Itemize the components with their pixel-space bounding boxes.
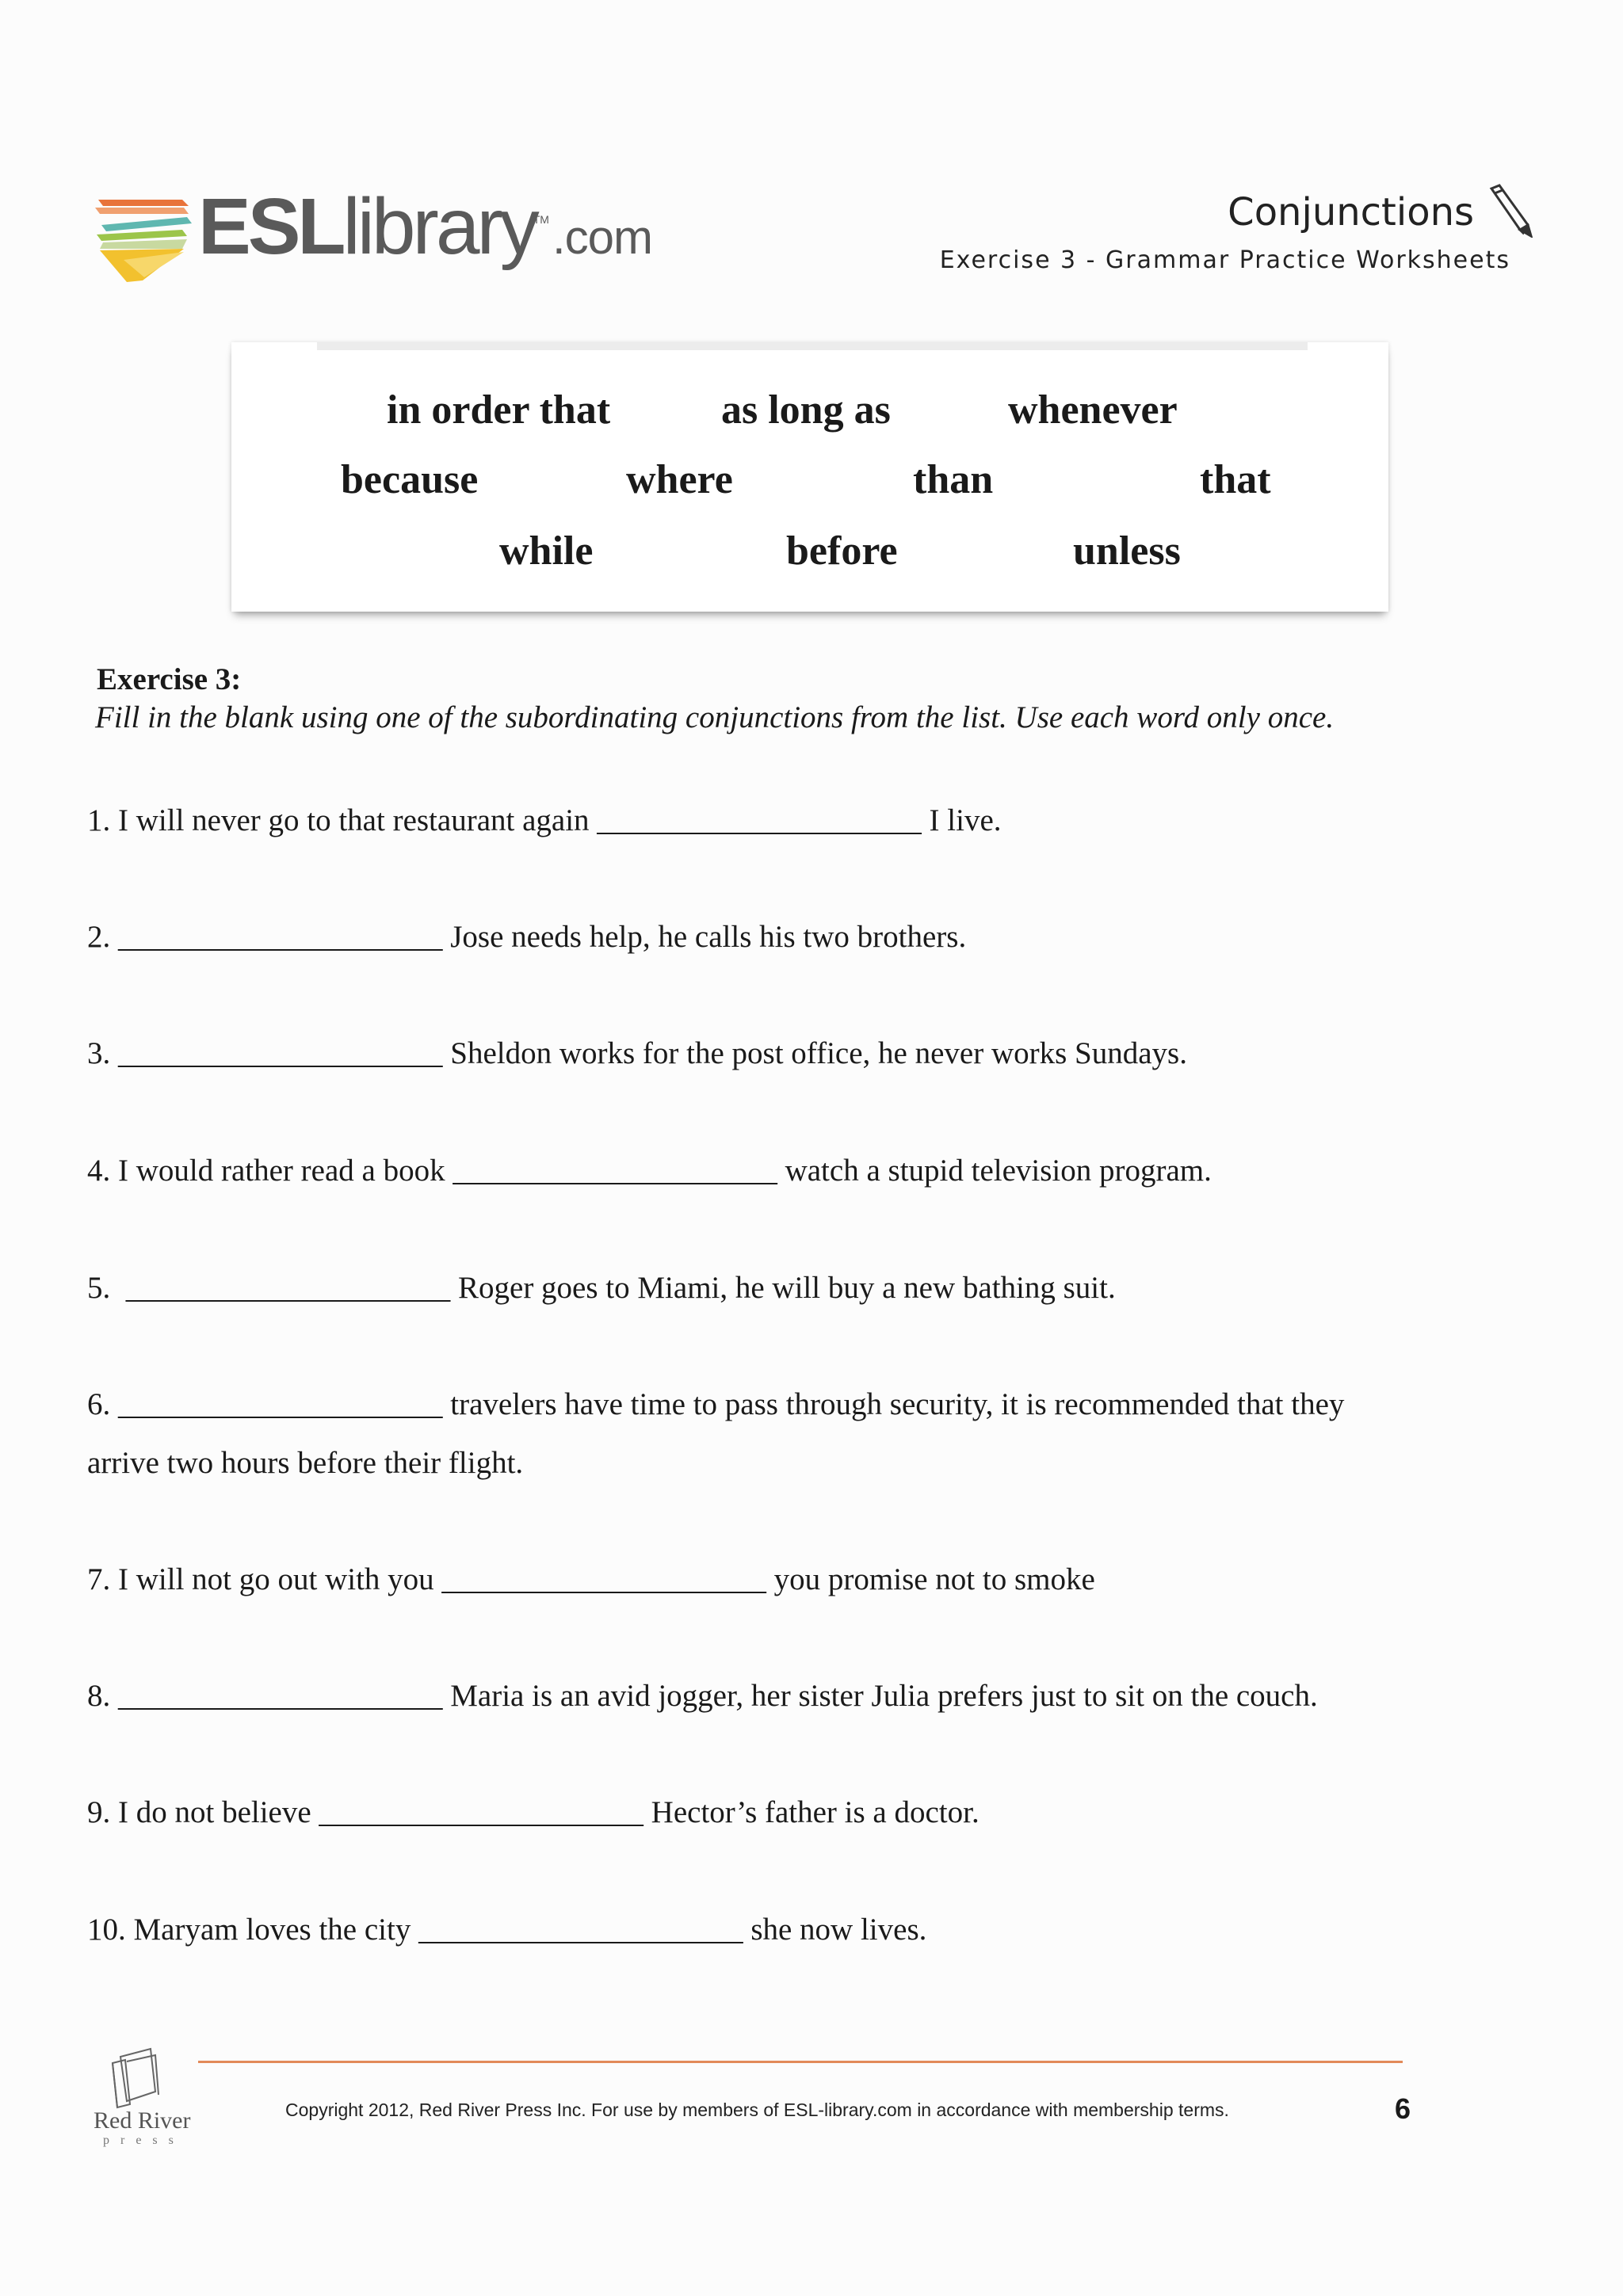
word-bank-item: where [626, 457, 733, 502]
word-bank-item: because [341, 457, 479, 502]
word-bank-item: that [1200, 457, 1271, 502]
copyright-text: Copyright 2012, Red River Press Inc. For use by members of ESL-library.com in accordance with membership terms. [285, 2100, 1229, 2120]
footer-divider [198, 2061, 1403, 2063]
page-number: 6 [1395, 2092, 1411, 2125]
question-6: 6. _____________________ travelers have time to pass through security, it is recommended that they [87, 1387, 1345, 1421]
word-bank-item: whenever [1008, 387, 1178, 433]
word-bank-item: in order that [387, 387, 611, 433]
word-bank-item: before [786, 528, 898, 574]
question-1: 1. I will never go to that restaurant again _____________________ I live. [87, 803, 1002, 837]
publisher-press: press [103, 2134, 185, 2147]
question-9: 9. I do not believe _____________________ Hector’s father is a doctor. [87, 1795, 980, 1829]
publisher-name: Red River [94, 2107, 191, 2134]
word-bank-item: unless [1073, 528, 1181, 574]
question-4: 4. I would rather read a book _____________________ watch a stupid television program. [87, 1154, 1212, 1188]
esl-library-logo-text: ESLlibrary™.com [198, 182, 652, 271]
question-7: 7. I will not go out with you _____________________ you promise not to smoke [87, 1562, 1095, 1596]
exercise-instructions: Fill in the blank using one of the subordinating conjunctions from the list. Use each word only once. [95, 700, 1335, 734]
pencil-icon [1484, 184, 1534, 238]
question-5: 5. _____________________ Roger goes to Miami, he will buy a new bathing suit. [87, 1271, 1116, 1305]
question-2: 2. _____________________ Jose needs help, he calls his two brothers. [87, 920, 967, 954]
word-bank-item: while [499, 528, 594, 574]
question-8: 8. _____________________ Maria is an avid jogger, her sister Julia prefers just to sit on the couch. [87, 1679, 1318, 1713]
question-3: 3. _____________________ Sheldon works for the post office, he never works Sundays. [87, 1036, 1187, 1070]
exercise-title: Exercise 3: [97, 662, 242, 696]
word-bank-top-edge [317, 342, 1308, 350]
question-10: 10. Maryam loves the city _____________________ she now lives. [87, 1913, 927, 1947]
worksheet-title: Conjunctions [1228, 190, 1474, 235]
word-bank-item: as long as [721, 387, 891, 433]
word-bank-item: than [913, 457, 994, 502]
question-6-continued: arrive two hours before their flight. [87, 1446, 524, 1480]
worksheet-subtitle: Exercise 3 - Grammar Practice Worksheets [939, 246, 1510, 274]
